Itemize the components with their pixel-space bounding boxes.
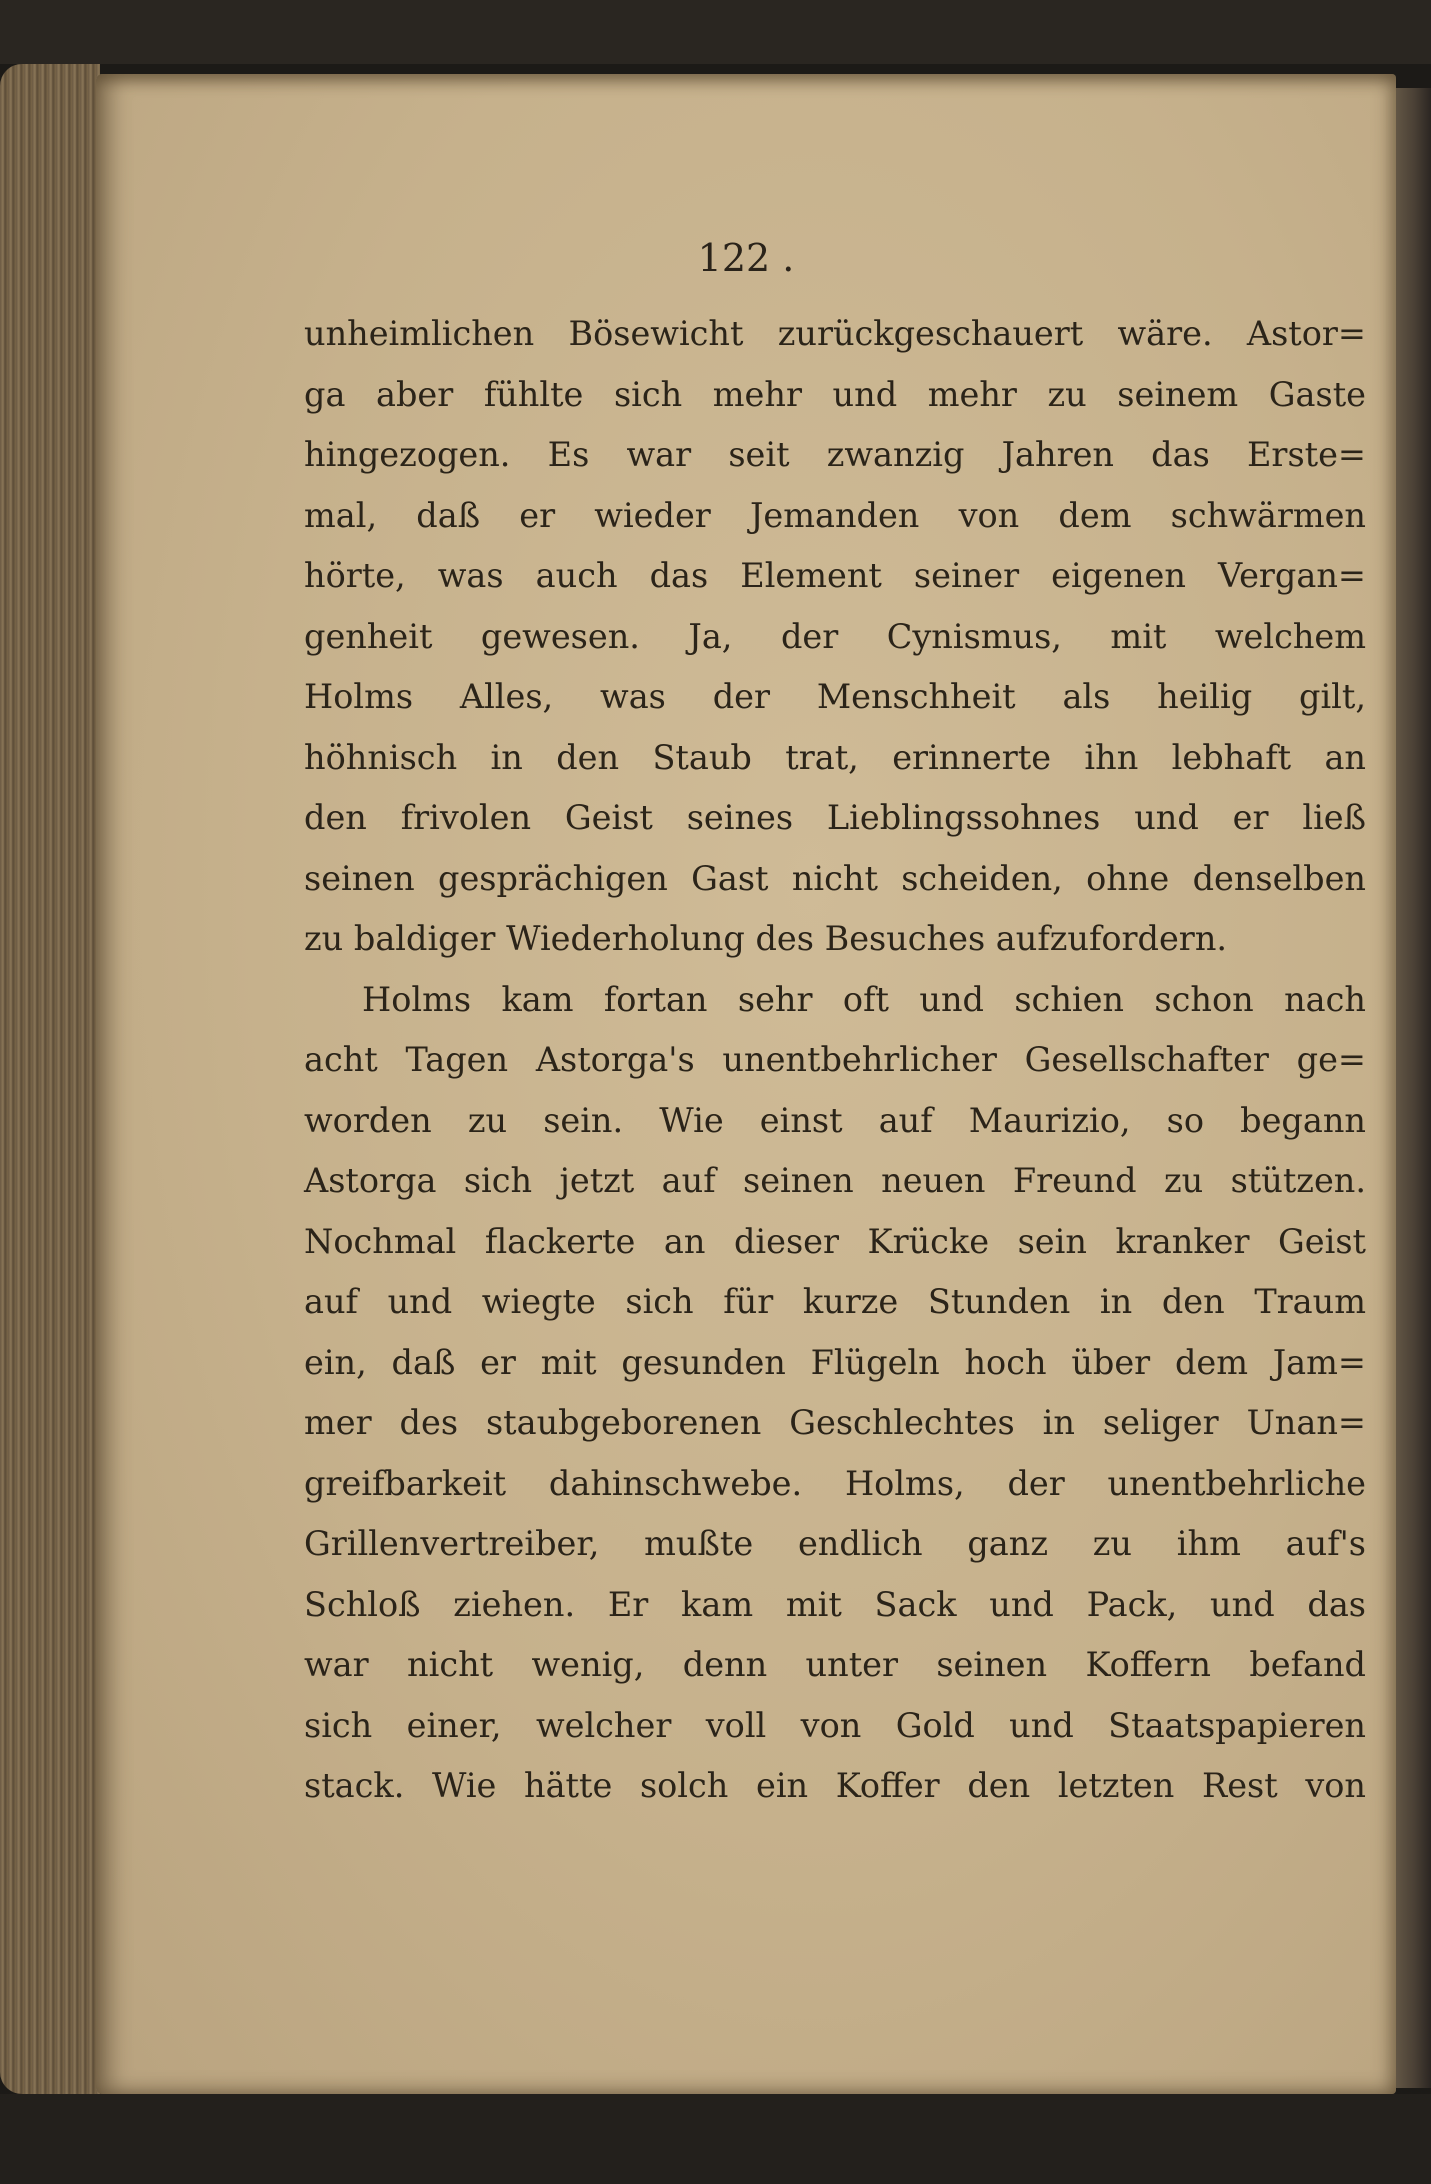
text-line: Holms Alles, was der Menschheit als heilig gilt, <box>304 677 1366 716</box>
text-line: höhnisch in den Staub trat, erinnerte ihn lebhaft an <box>304 737 1366 777</box>
text-line: Grillenvertreiber, mußte endlich ganz zu ihm auf's <box>304 1524 1366 1563</box>
text-line: stack. Wie hätte solch ein Koffer den letzten Rest von <box>304 1766 1366 1805</box>
text-line: sich einer, welcher voll von Gold und Staatspapieren <box>304 1705 1366 1745</box>
text-line: worden zu sein. Wie einst auf Maurizio, so begann <box>304 1100 1366 1140</box>
text-line: Holms kam fortan sehr oft und schien schon nach <box>362 979 1366 1019</box>
book-page <box>96 74 1396 2094</box>
text-line: genheit gewesen. Ja, der Cynismus, mit welchem <box>304 616 1366 656</box>
text-line: zu baldiger Wiederholung des Besuches aufzufordern. <box>304 919 1228 958</box>
text-line: hörte, was auch das Element seiner eigenen Vergan= <box>304 556 1366 595</box>
book-page-edges-left <box>0 64 100 2094</box>
text-line: greifbarkeit dahinschwebe. Holms, der unentbehrliche <box>304 1463 1366 1503</box>
text-line: mer des staubgeborenen Geschlechtes in seliger Unan= <box>304 1403 1366 1442</box>
text-line: ein, daß er mit gesunden Flügeln hoch über dem Jam= <box>304 1342 1366 1382</box>
text-line: auf und wiegte sich für kurze Stunden in den Traum <box>304 1282 1366 1321</box>
body-text <box>304 304 1366 1817</box>
text-line: Astorga sich jetzt auf seinen neuen Freund zu stützen. <box>304 1161 1366 1200</box>
text-line: hingezogen. Es war seit zwanzig Jahren das Erste= <box>304 435 1366 474</box>
text-line: mal, daß er wieder Jemanden von dem schwärmen <box>304 495 1366 535</box>
text-line: war nicht wenig, denn unter seinen Koffern befand <box>304 1645 1366 1684</box>
text-line: ga aber fühlte sich mehr und mehr zu seinem Gaste <box>304 374 1366 414</box>
text-line: den frivolen Geist seines Lieblingssohnes und er ließ <box>304 798 1366 837</box>
text-line: seinen gesprächigen Gast nicht scheiden, ohne denselben <box>304 858 1366 898</box>
text-line: unheimlichen Bösewicht zurückgeschauert wäre. Astor= <box>304 314 1366 353</box>
book-binding-top <box>0 0 1431 64</box>
book-page-edges-right <box>1390 88 1431 2088</box>
page-number: 122 . <box>697 236 795 280</box>
text-line: Schloß ziehen. Er kam mit Sack und Pack, und das <box>304 1584 1366 1624</box>
text-line: acht Tagen Astorga's unentbehrlicher Gesellschafter ge= <box>304 1040 1366 1079</box>
book-binding-bottom <box>0 2094 1431 2184</box>
text-line: Nochmal flackerte an dieser Krücke sein kranker Geist <box>304 1221 1366 1261</box>
